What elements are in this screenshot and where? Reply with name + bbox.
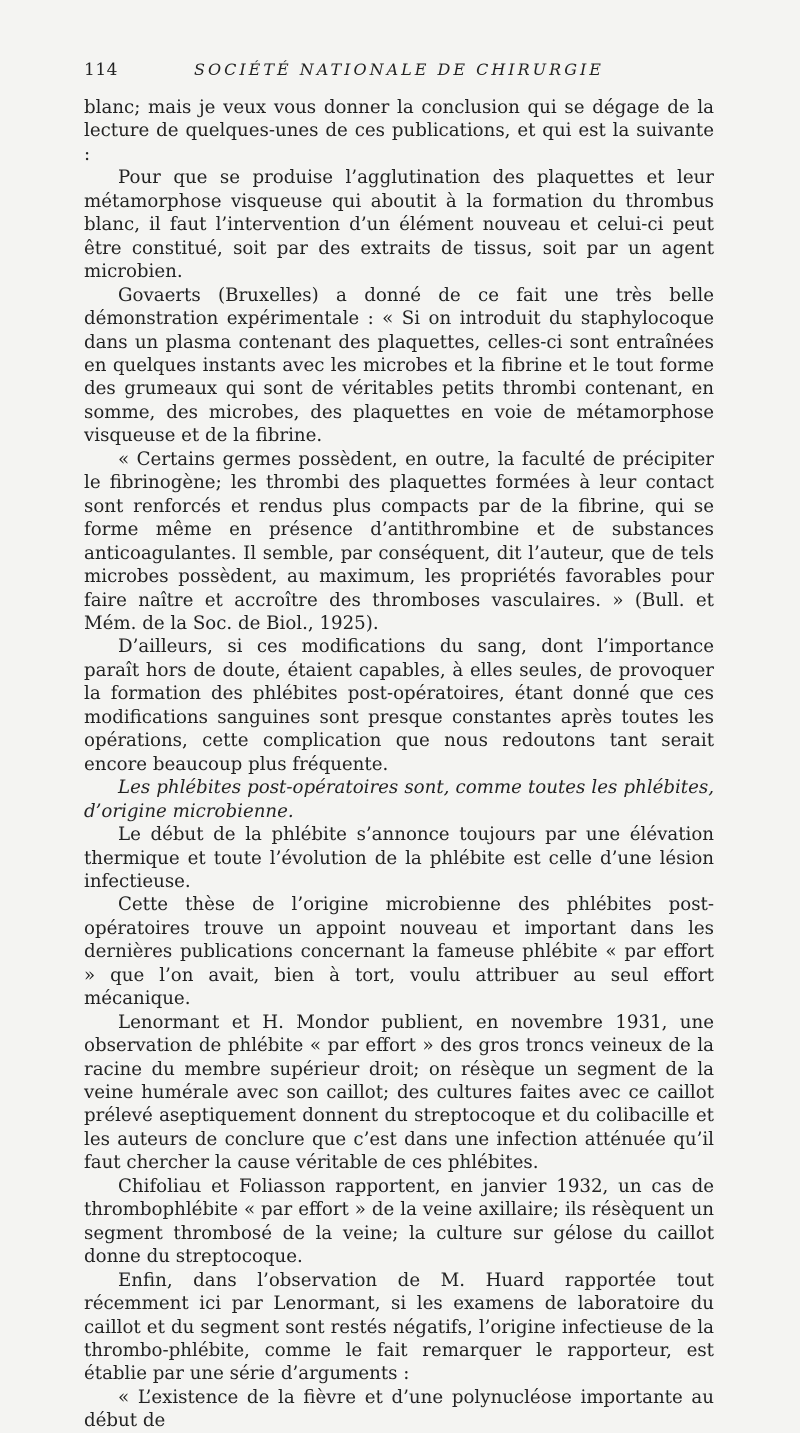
paragraph: Enfin, dans l’observation de M. Huard rapportée tout récemment ici par Lenormant, si les examens de laboratoire du caillot et du segment sont restés négatifs, l’origine infectieuse de la thrombo-phlébite, comme le fait remarquer le rapporteur, est établie par une série d’arguments : (84, 1269, 714, 1385)
paragraph: Pour que se produise l’agglutination des plaquettes et leur métamorphose visqueuse qui aboutit à la formation du thrombus blanc, il faut l’intervention d’un élément nouveau et celui-ci peut être constitué, soit par des extraits de tissus, soit par un agent microbien. (84, 167, 714, 283)
paragraph: D’ailleurs, si ces modifications du sang, dont l’importance paraît hors de doute, étaient capables, à elles seules, de provoquer la formation des phlébites post-opératoires, étant donné que ces modifications sanguines sont presque constantes après toutes les opérations, cette complication que nous redoutons tant serait encore beaucoup plus fréquente. (84, 636, 714, 775)
paragraph: Lenormant et H. Mondor publient, en novembre 1931, une observation de phlébite « par effort » des gros troncs veineux de la racine du membre supérieur droit; on résèque un segment de la veine humérale avec son caillot; des cultures faites avec ce caillot prélevé aseptiquement donnent du streptocoque et du colibacille et les auteurs de conclure que c’est dans une infection atténuée qu’il faut chercher la cause véritable de ces phlébites. (84, 1011, 714, 1174)
italic-paragraph: Les phlébites post-opératoires sont, comme toutes les phlébites, d’origine microbienne. (84, 777, 714, 822)
page-number: 114 (84, 60, 118, 80)
paragraph: blanc; mais je veux vous donner la conclusion qui se dégage de la lecture de quelques-unes de ces publications, et qui est la suivante : (84, 97, 714, 165)
page-header (84, 60, 714, 86)
paragraph: Cette thèse de l’origine microbienne des phlébites post-opératoires trouve un appoint nouveau et important dans les dernières publications concernant la fameuse phlébite « par effort » que l’on avait, bien à tort, voulu attribuer au seul effort mécanique. (84, 894, 714, 1010)
paragraph: Le début de la phlébite s’annonce toujours par une élévation thermique et toute l’évolution de la phlébite est celle d’une lésion infectieuse. (84, 824, 714, 892)
paragraph: Chifoliau et Foliasson rapportent, en janvier 1932, un cas de thrombophlébite « par effort » de la veine axillaire; ils résèquent un segment thrombosé de la veine; la culture sur gélose du caillot donne du streptocoque. (84, 1175, 714, 1268)
paragraph: « Certains germes possèdent, en outre, la faculté de précipiter le fibrinogène; les thrombi des plaquettes formées à leur contact sont renforcés et rendus plus compacts par de la fibrine, qui se forme même en présence d’antithrombine et de substances anticoagulantes. Il semble, par conséquent, dit l’auteur, que de tels microbes possèdent, au maximum, les propriétés favorables pour faire naître et accroître des thromboses vasculaires. » (Bull. et Mém. de la Soc. de Biol., 1925). (84, 448, 714, 634)
running-title: SOCIÉTÉ NATIONALE DE CHIRURGIE (194, 60, 604, 79)
paragraph: Govaerts (Bruxelles) a donné de ce fait une très belle démonstration expérimentale : « Si on introduit du staphylocoque dans un plasma contenant des plaquettes, celles-ci sont entraînées en quelques instants avec les microbes et la fibrine et le tout forme des grumeaux qui sont de véritables petits thrombi contenant, en somme, des microbes, des plaquettes en voie de métamorphose visqueuse et de la fibrine. (84, 284, 714, 447)
paragraph: « L’existence de la fièvre et d’une polynucléose importante au début de (84, 1386, 714, 1432)
body-text (84, 96, 714, 1433)
